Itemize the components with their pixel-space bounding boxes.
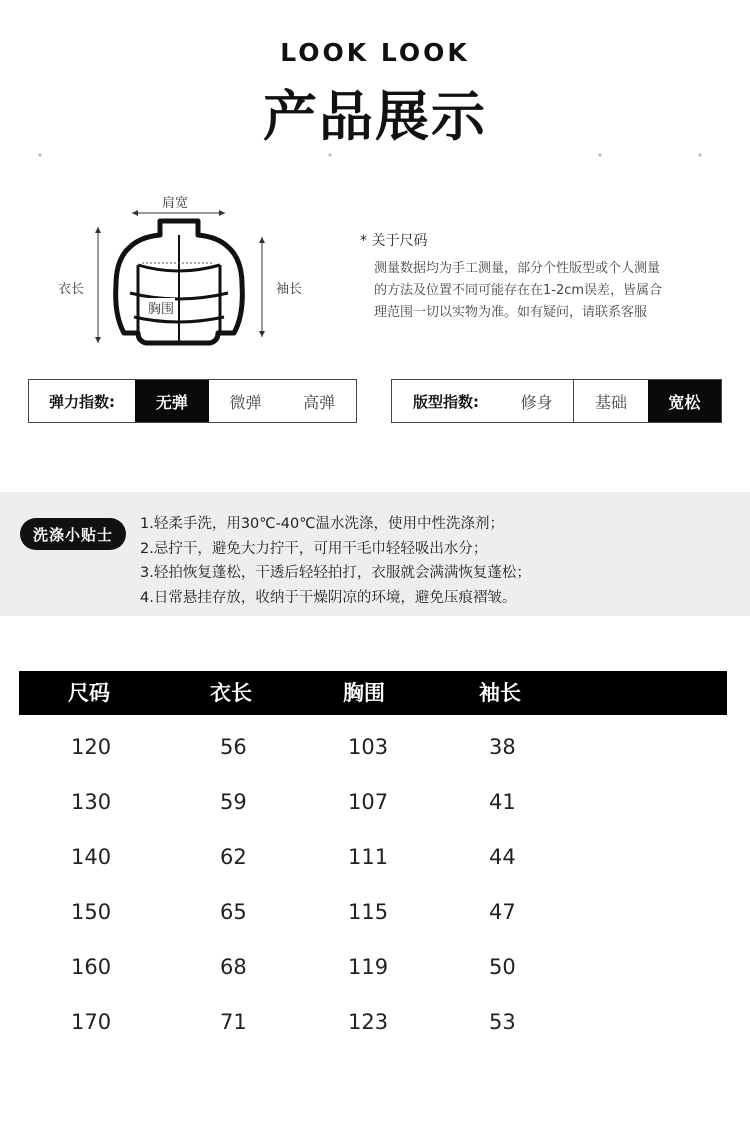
size-note-title: * 关于尺码 xyxy=(360,233,428,249)
care-tip: 3.轻拍恢复蓬松，干透后轻轻拍打，衣服就会满满恢复蓬松； xyxy=(140,565,531,581)
fit-index xyxy=(391,379,722,423)
cell-sleeve: 47 xyxy=(489,900,516,924)
cell-size: 140 xyxy=(71,845,112,869)
cell-length: 68 xyxy=(220,955,247,979)
elasticity-option-high: 高弹 xyxy=(303,392,336,412)
header-length: 衣长 xyxy=(210,681,252,705)
size-note-line: 理范围一切以实物为准。如有疑问，请联系客服 xyxy=(374,305,648,320)
cell-length: 62 xyxy=(220,845,247,869)
cell-chest: 111 xyxy=(348,845,389,869)
elasticity-option-none: 无弹 xyxy=(135,380,209,422)
cell-chest: 103 xyxy=(348,735,389,759)
cell-sleeve: 50 xyxy=(489,955,516,979)
elasticity-label: 弹力指数: xyxy=(49,392,115,411)
fit-option-slim: 修身 xyxy=(520,392,553,412)
cell-size: 160 xyxy=(71,955,112,979)
cell-size: 150 xyxy=(71,900,112,924)
label-chest: 胸围 xyxy=(147,298,175,317)
subtitle: LOOK LOOK xyxy=(280,38,470,67)
cell-length: 59 xyxy=(220,790,247,814)
dot-divider xyxy=(0,150,750,160)
cell-chest: 119 xyxy=(348,955,389,979)
cell-sleeve: 44 xyxy=(489,845,516,869)
label-shoulder: 肩宽 xyxy=(162,196,189,211)
label-length: 衣长 xyxy=(58,282,85,297)
header-size: 尺码 xyxy=(68,681,110,705)
size-note-line: 测量数据均为手工测量，部分个性版型或个人测量 xyxy=(374,261,661,276)
fit-label: 版型指数: xyxy=(413,392,479,411)
label-sleeve: 袖长 xyxy=(276,282,303,297)
cell-sleeve: 38 xyxy=(489,735,516,759)
cell-chest: 123 xyxy=(348,1010,389,1034)
cell-size: 170 xyxy=(71,1010,112,1034)
cell-chest: 115 xyxy=(348,900,389,924)
fit-option-loose: 宽松 xyxy=(648,380,721,422)
cell-length: 65 xyxy=(220,900,247,924)
elasticity-option-slight: 微弹 xyxy=(229,392,262,412)
care-tips-badge: 洗涤小贴士 xyxy=(20,518,126,550)
cell-size: 120 xyxy=(71,735,112,759)
care-tip: 1.轻柔手洗，用30℃-40℃温水洗涤，使用中性洗涤剂； xyxy=(140,516,505,532)
care-tips-list xyxy=(140,512,740,610)
cell-chest: 107 xyxy=(348,790,389,814)
size-note-line: 的方法及位置不同可能存在在1-2cm误差，皆属合 xyxy=(374,283,663,298)
size-note xyxy=(360,230,720,324)
elasticity-index xyxy=(28,379,357,423)
cell-size: 130 xyxy=(71,790,112,814)
header-sleeve: 袖长 xyxy=(479,681,521,705)
page-title: 产品展示 xyxy=(263,85,487,148)
cell-sleeve: 41 xyxy=(489,790,516,814)
header-chest: 胸围 xyxy=(343,681,385,705)
care-tip: 2.忌拧干，避免大力拧干，可用干毛巾轻轻吸出水分； xyxy=(140,540,488,557)
cell-length: 71 xyxy=(220,1010,247,1034)
size-table-header xyxy=(19,671,727,715)
cell-length: 56 xyxy=(220,735,247,759)
care-tip: 4.日常悬挂存放，收纳于干燥阴凉的环境，避免压痕褶皱。 xyxy=(140,589,517,606)
fit-option-regular: 基础 xyxy=(573,380,647,422)
cell-sleeve: 53 xyxy=(489,1010,516,1034)
